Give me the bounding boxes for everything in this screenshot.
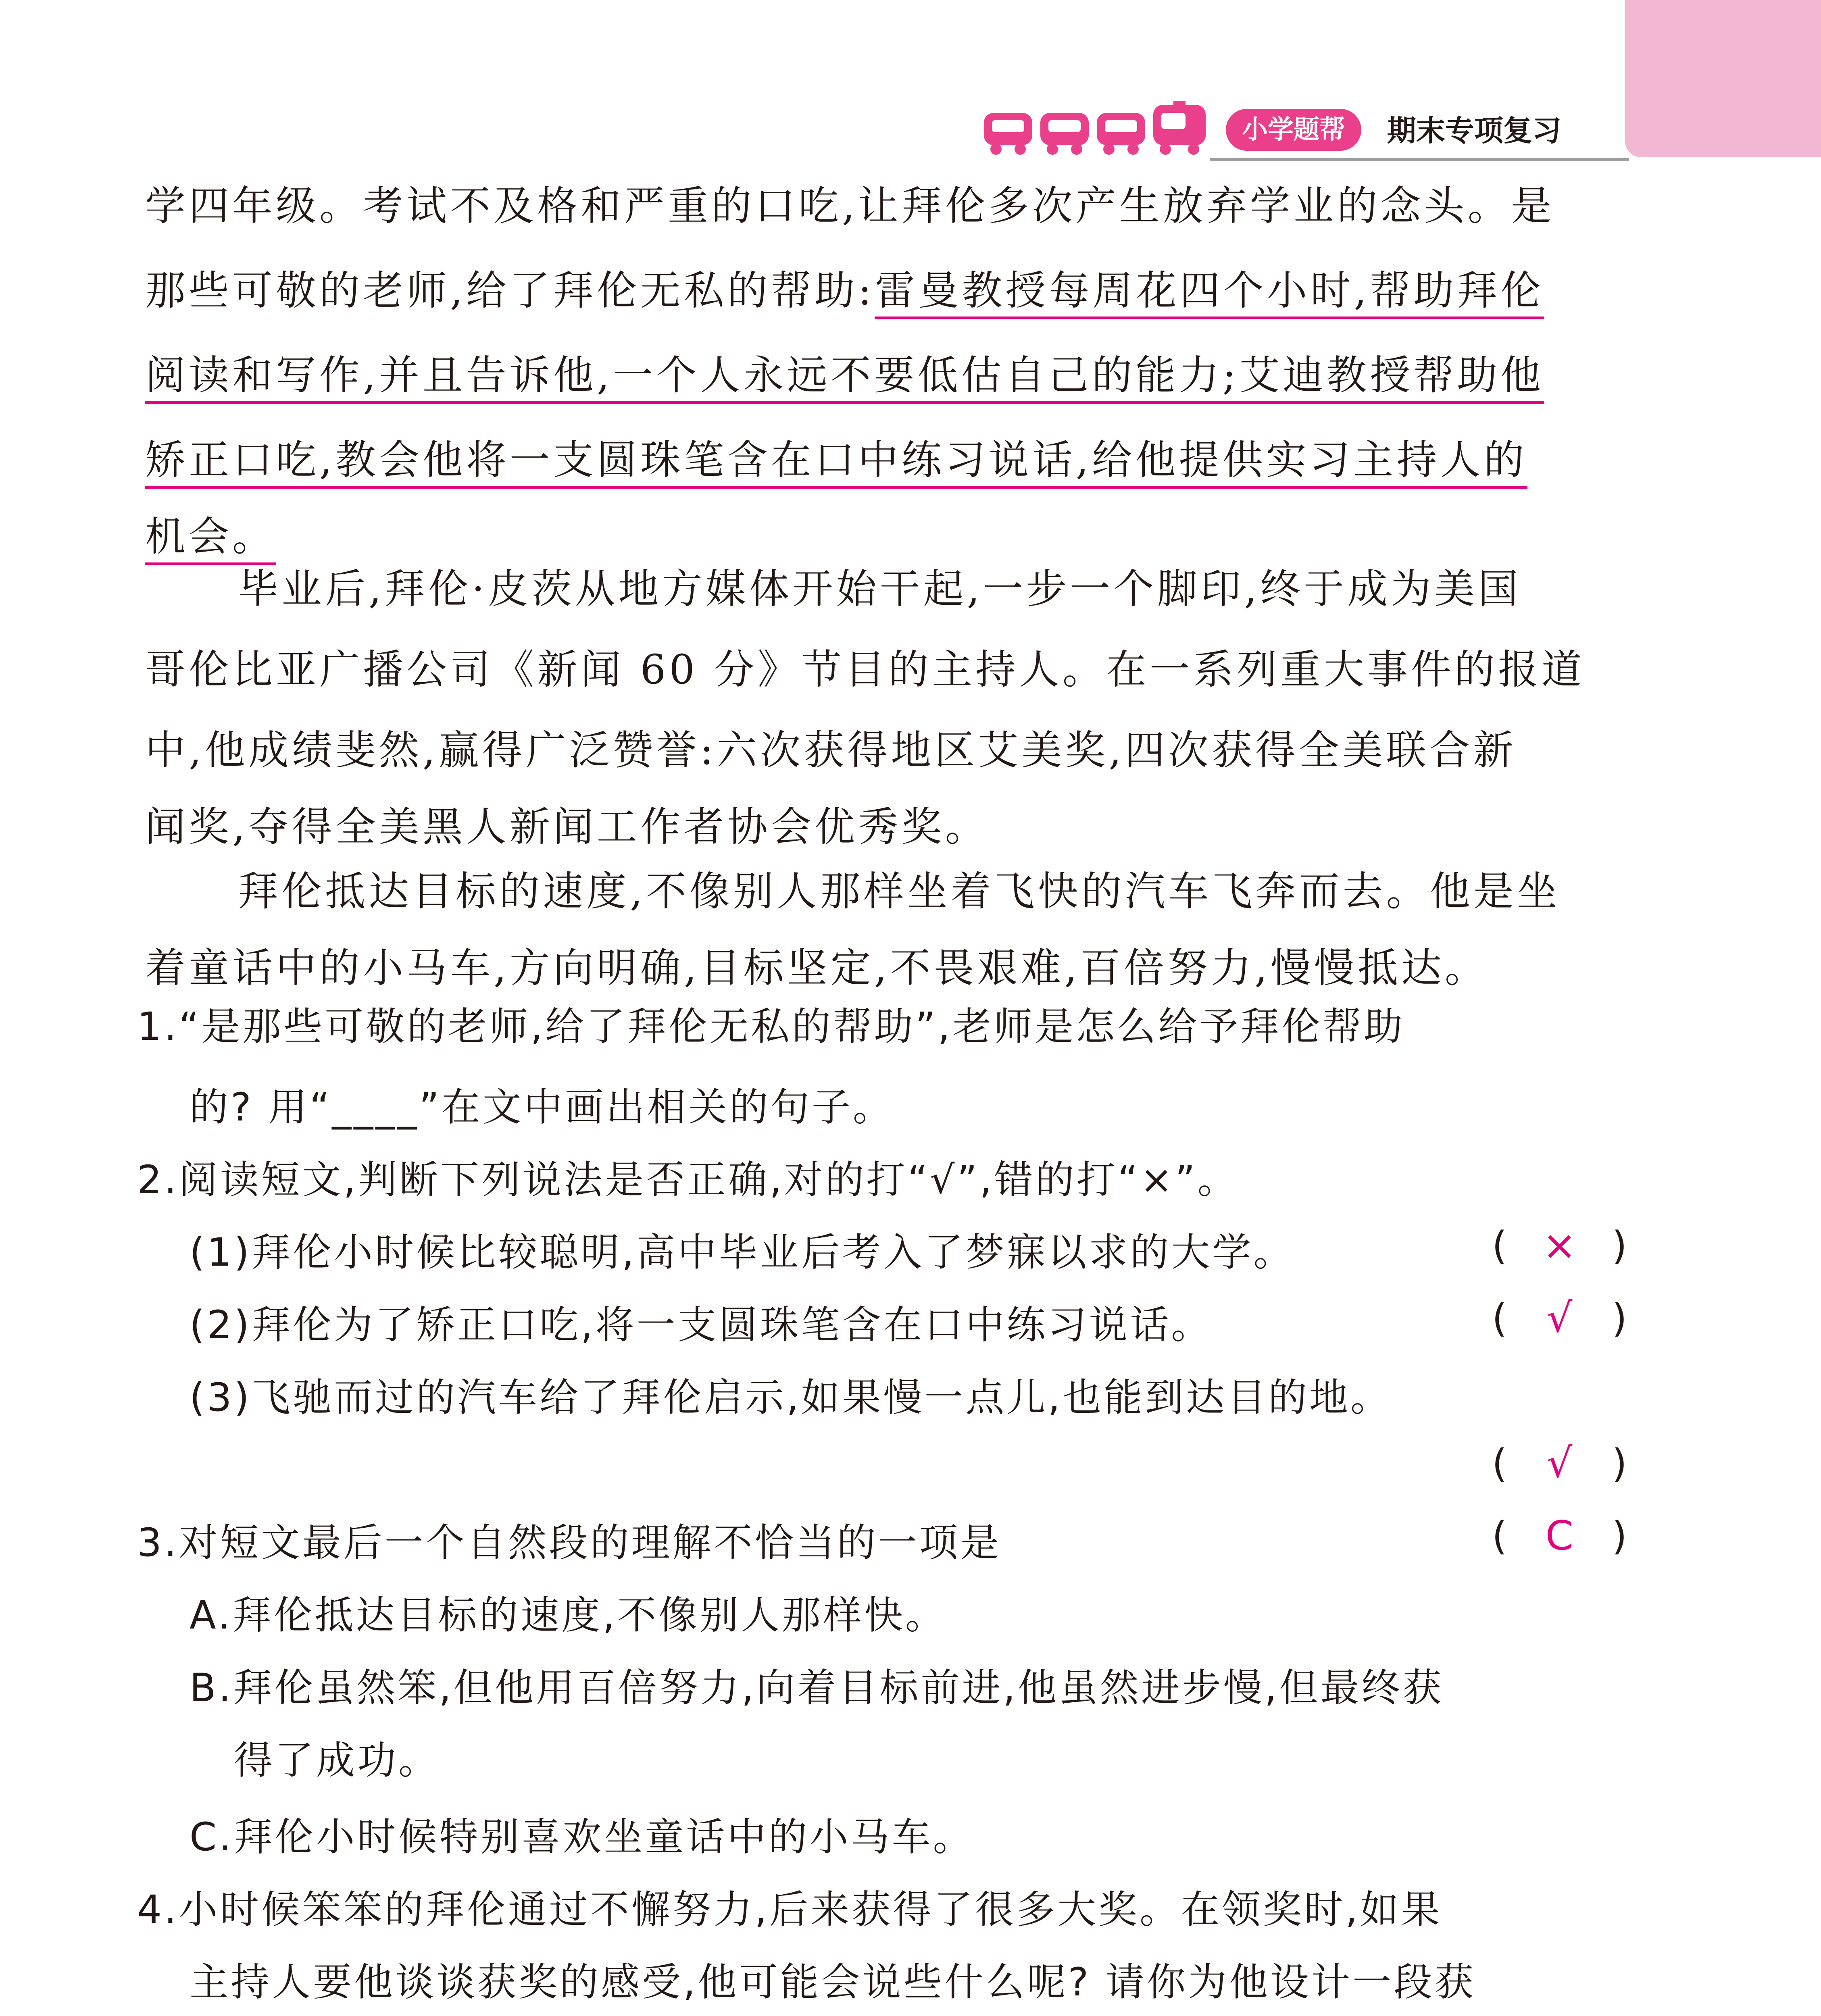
underlined-answer: 阅读和写作,并且告诉他,一个人永远不要低估自己的能力;艾迪教授帮助他 [145, 352, 1544, 404]
passage-line: 着童话中的小马车,方向明确,目标坚定,不畏艰难,百倍努力,慢慢抵达。 [145, 944, 1488, 991]
question-1: 1.“是那些可敬的老师,给了拜伦无私的帮助”,老师是怎么给予拜伦帮助 [137, 1004, 1405, 1049]
passage-line [145, 258, 1544, 316]
answer-mark: √ [1546, 1439, 1573, 1487]
passage-line: 拜伦抵达目标的速度,不像别人那样坐着飞快的汽车飞奔而去。他是坐 [238, 868, 1561, 915]
section-title: 期末专项复习 [1387, 114, 1562, 148]
passage-line: 中,他成绩斐然,赢得广泛赞誉:六次获得地区艾美奖,四次获得全美联合新 [145, 727, 1517, 774]
train-icon [984, 101, 1210, 157]
answer-paren: ( √ ) [1492, 1439, 1627, 1487]
option-b-cont: 得了成功。 [234, 1738, 440, 1783]
question-2: 2.阅读短文,判断下列说法是否正确,对的打“√”,错的打“×”。 [137, 1157, 1239, 1202]
answer-paren: ( × ) [1492, 1222, 1627, 1269]
question-4: 4.小时候笨笨的拜伦通过不懈努力,后来获得了很多大奖。在领奖时,如果 [137, 1887, 1442, 1932]
answer-paren: ( √ ) [1492, 1294, 1627, 1341]
underlined-answer: 机会。 [145, 513, 276, 565]
question-2-item-2: (2)拜伦为了矫正口吃,将一支圆珠笔含在口中练习说话。 [190, 1302, 1213, 1347]
passage-line [145, 343, 1544, 401]
passage-line: 学四年级。考试不及格和严重的口吃,让拜伦多次产生放弃学业的念头。是 [145, 182, 1555, 229]
answer-mark: √ [1546, 1294, 1573, 1341]
header-divider [1210, 158, 1629, 161]
answer-mark: C [1545, 1512, 1574, 1559]
question-4-cont: 主持人要他谈谈获奖的感受,他可能会说些什么呢? 请你为他设计一段获 [190, 1960, 1476, 2005]
passage-line [145, 504, 276, 562]
option-b: B.拜伦虽然笨,但他用百倍努力,向着目标前进,他虽然进步慢,但最终获 [190, 1665, 1444, 1710]
passage-line: 闻奖,夺得全美黑人新闻工作者协会优秀奖。 [145, 803, 989, 850]
underlined-answer: 矫正口吃,教会他将一支圆珠笔含在口中练习说话,给他提供实习主持人的 [145, 436, 1527, 489]
passage-text: 那些可敬的老师,给了拜伦无私的帮助: [145, 267, 875, 314]
underlined-answer: 雷曼教授每周花四个小时,帮助拜伦 [875, 267, 1544, 319]
question-3: 3.对短文最后一个自然段的理解不恰当的一项是 [137, 1520, 1002, 1565]
question-2-item-1: (1)拜伦小时候比较聪明,高中毕业后考入了梦寐以求的大学。 [190, 1230, 1295, 1275]
passage-line [145, 427, 1527, 485]
passage-line: 毕业后,拜伦·皮茨从地方媒体开始干起,一步一个脚印,终于成为美国 [238, 565, 1522, 612]
question-2-item-3: (3)飞驰而过的汽车给了拜伦启示,如果慢一点儿,也能到达目的地。 [190, 1375, 1392, 1420]
option-a: A.拜伦抵达目标的速度,不像别人那样快。 [190, 1593, 947, 1638]
passage-line: 哥伦比亚广播公司《新闻 60 分》节目的主持人。在一系列重大事件的报道 [145, 646, 1585, 693]
option-c: C.拜伦小时候特别喜欢坐童话中的小马车。 [190, 1814, 974, 1860]
answer-mark: × [1542, 1222, 1577, 1269]
brand-badge: 小学题帮 [1226, 109, 1361, 151]
question-1-cont: 的? 用“____”在文中画出相关的句子。 [190, 1085, 894, 1130]
answer-paren: ( C ) [1492, 1512, 1627, 1559]
corner-tab [1625, 0, 1821, 157]
page-header [984, 93, 1629, 161]
